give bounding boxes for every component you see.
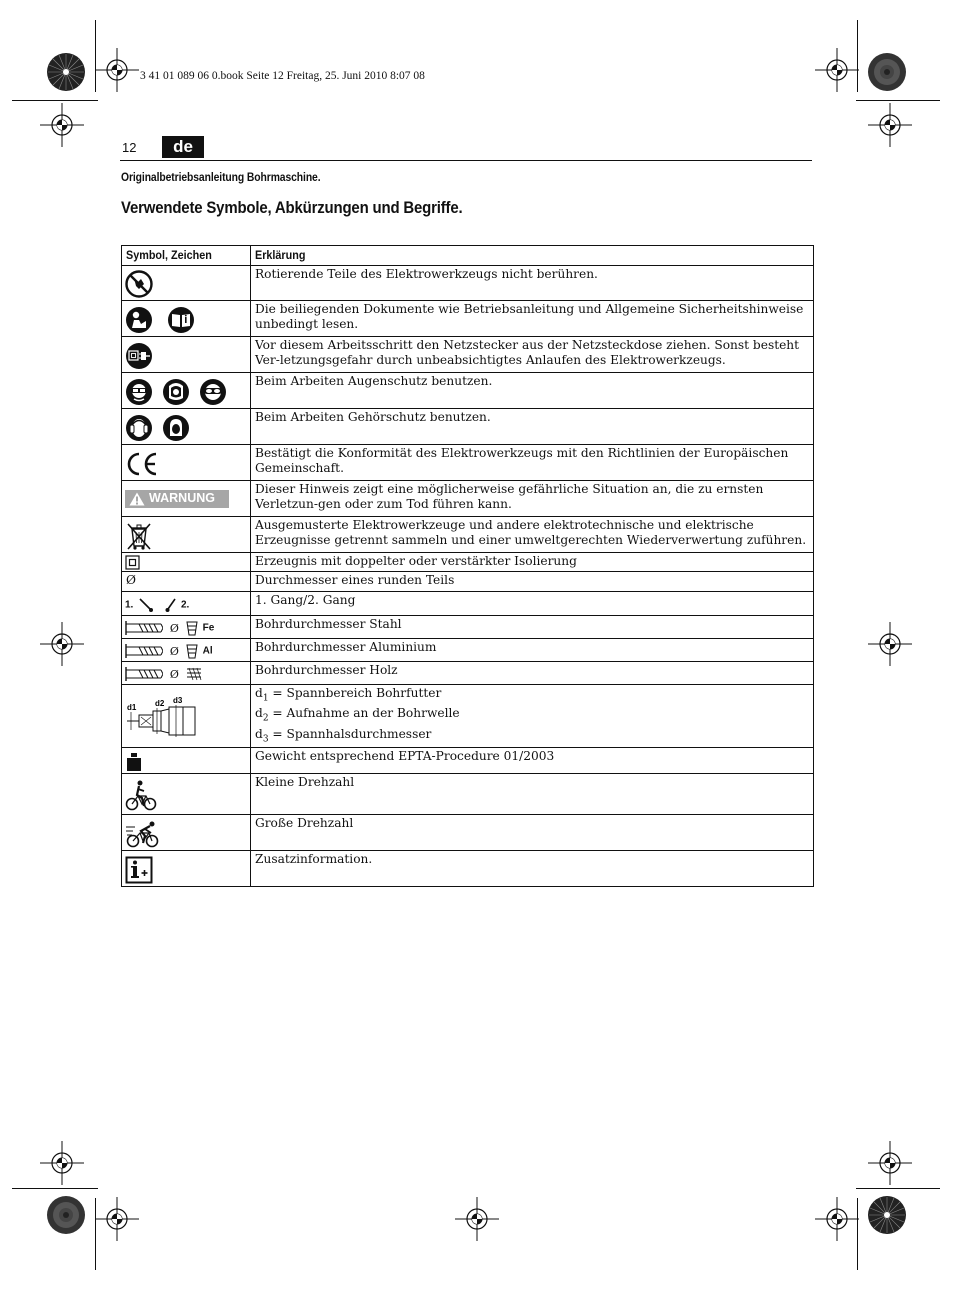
face-shield-icon [162, 378, 190, 406]
registration-target-icon [40, 103, 84, 147]
table-row [122, 639, 814, 662]
drill-bit-icon [125, 666, 163, 682]
row-text: Bohrdurchmesser Aluminium [251, 639, 814, 662]
table-row [122, 616, 814, 639]
document-title: Originalbetriebsanleitung Bohrmaschine. [121, 172, 321, 184]
row-text: Beim Arbeiten Gehörschutz benutzen. [251, 409, 814, 445]
gear-2-icon [165, 597, 177, 613]
unplug-icon [125, 342, 153, 370]
page-number: 12 [122, 140, 137, 155]
table-row [122, 592, 814, 616]
d3-label: d3 [173, 697, 183, 706]
row-text: Erzeugnis mit doppelter oder verstärkter Isolierung [251, 553, 814, 572]
table-row [122, 774, 814, 815]
gear-2-label: 2. [180, 599, 190, 610]
file-info: 3 41 01 089 06 0.book Seite 12 Freitag, 25. Juni 2010 8:07 08 [140, 70, 425, 82]
registration-target-icon [95, 48, 139, 92]
dimension-line-d2: $d_2$ = Aufnahme an der Bohrwelle [255, 706, 460, 724]
row-text: 1. Gang/2. Gang [251, 592, 814, 616]
ear-protection-icon [125, 414, 153, 442]
row-text: Bohrdurchmesser Holz [251, 662, 814, 685]
goggles-icon [199, 378, 227, 406]
read-manual-icon [125, 306, 153, 334]
warning-triangle-icon [129, 492, 145, 506]
page-header [120, 138, 812, 161]
warning-badge-label: WARNUNG [149, 491, 215, 505]
drill-bit-icon [125, 643, 163, 659]
diameter-icon: Ø [126, 573, 136, 587]
registration-target-icon [868, 622, 912, 666]
chuck-dimensions-icon [125, 697, 199, 737]
registration-target-icon [868, 1141, 912, 1185]
row-text: Kleine Drehzahl [251, 774, 814, 815]
table-row [122, 409, 814, 445]
table-row [122, 553, 814, 572]
double-insulation-icon [125, 555, 141, 570]
table-row [122, 301, 814, 337]
table-row [122, 662, 814, 685]
ear-muffs-icon [162, 414, 190, 442]
read-manual-icon [167, 306, 195, 334]
print-starburst-icon [867, 52, 907, 92]
d2-label: d2 [155, 699, 165, 709]
registration-target-icon [815, 48, 859, 92]
row-text: Rotierende Teile des Elektrowerkzeugs nicht berühren. [251, 266, 814, 301]
print-starburst-icon [867, 1195, 907, 1235]
registration-target-icon [815, 1197, 859, 1241]
symbols-table [121, 245, 814, 887]
registration-target-icon [40, 622, 84, 666]
wood-material-icon [185, 666, 203, 682]
row-text: Große Drehzahl [251, 815, 814, 851]
table-row [122, 685, 814, 748]
print-starburst-icon [46, 52, 86, 92]
registration-target-icon [40, 1141, 84, 1185]
no-touch-rotating-parts-icon [125, 270, 153, 298]
table-row [122, 337, 814, 373]
table-row [122, 815, 814, 851]
gear-1-icon [137, 597, 155, 613]
registration-target-icon [455, 1197, 499, 1241]
ce-mark-icon [125, 451, 159, 477]
diameter-symbol: Ø [169, 644, 179, 658]
row-text: Dieser Hinweis zeigt eine möglicherweise gefährliche Situation an, die zu ernsten Verletzun-gen oder zum Tod führen kann. [251, 481, 814, 517]
weight-icon [125, 752, 143, 772]
aluminium-material-icon [185, 643, 199, 659]
diameter-symbol: Ø [169, 621, 179, 635]
table-row [122, 572, 814, 592]
row-text: Vor diesem Arbeitsschritt den Netzstecker aus der Netzsteckdose ziehen. Sonst besteht Ver-letzungsgefahr durch unbeabsichtigtes Anlaufen des Elektrowerkzeugs. [251, 337, 814, 373]
column-header-symbol: Symbol, Zeichen [122, 246, 251, 266]
d1-label: d1 [127, 703, 137, 713]
row-text: Bestätigt die Konformität des Elektrowerkzeugs mit den Richtlinien der Europäischen Gemeinschaft. [251, 445, 814, 481]
row-text: Bohrdurchmesser Stahl [251, 616, 814, 639]
fast-cyclist-icon [125, 819, 161, 849]
warning-badge [125, 490, 229, 508]
dimension-line-d3: $d_3$ = Spannhalsdurchmesser [255, 726, 432, 745]
row-text: Beim Arbeiten Augenschutz benutzen. [251, 373, 814, 409]
table-header-row [122, 246, 814, 266]
language-badge: de [162, 136, 204, 158]
material-label: Al [202, 645, 213, 657]
weee-bin-icon [125, 521, 153, 551]
registration-target-icon [95, 1197, 139, 1241]
table-row [122, 266, 814, 301]
diameter-symbol: Ø [169, 667, 179, 681]
section-title: Verwendete Symbole, Abkürzungen und Begriffe. [121, 198, 463, 217]
table-row [122, 748, 814, 774]
material-label: Fe [202, 622, 215, 634]
row-text: Gewicht entsprechend EPTA-Procedure 01/2003 [251, 748, 814, 774]
eye-protection-icon [125, 378, 153, 406]
drill-bit-icon [125, 620, 163, 636]
row-text: Ausgemusterte Elektrowerkzeuge und andere elektrotechnische und elektrische Erzeugnisse getrennt sammeln und einer umweltgerechten Wiederverwertung zuführen. [251, 517, 814, 553]
row-text: Zusatzinformation. [251, 851, 814, 887]
row-text: Durchmesser eines runden Teils [251, 572, 814, 592]
row-text: Die beiliegenden Dokumente wie Betriebsanleitung und Allgemeine Sicherheitshinweise unbedingt lesen. [251, 301, 814, 337]
table-row [122, 445, 814, 481]
table-row [122, 517, 814, 553]
table-row [122, 481, 814, 517]
table-row [122, 373, 814, 409]
print-starburst-icon [46, 1195, 86, 1235]
steel-material-icon [185, 620, 199, 636]
table-row [122, 851, 814, 887]
dimension-line-d1: $d_1$ = Spannbereich Bohrfutter [255, 686, 442, 704]
gear-1-label: 1. [125, 599, 134, 610]
additional-info-icon [125, 856, 153, 884]
registration-target-icon [868, 103, 912, 147]
column-header-explanation: Erklärung [251, 246, 814, 266]
slow-cyclist-icon [125, 779, 157, 811]
